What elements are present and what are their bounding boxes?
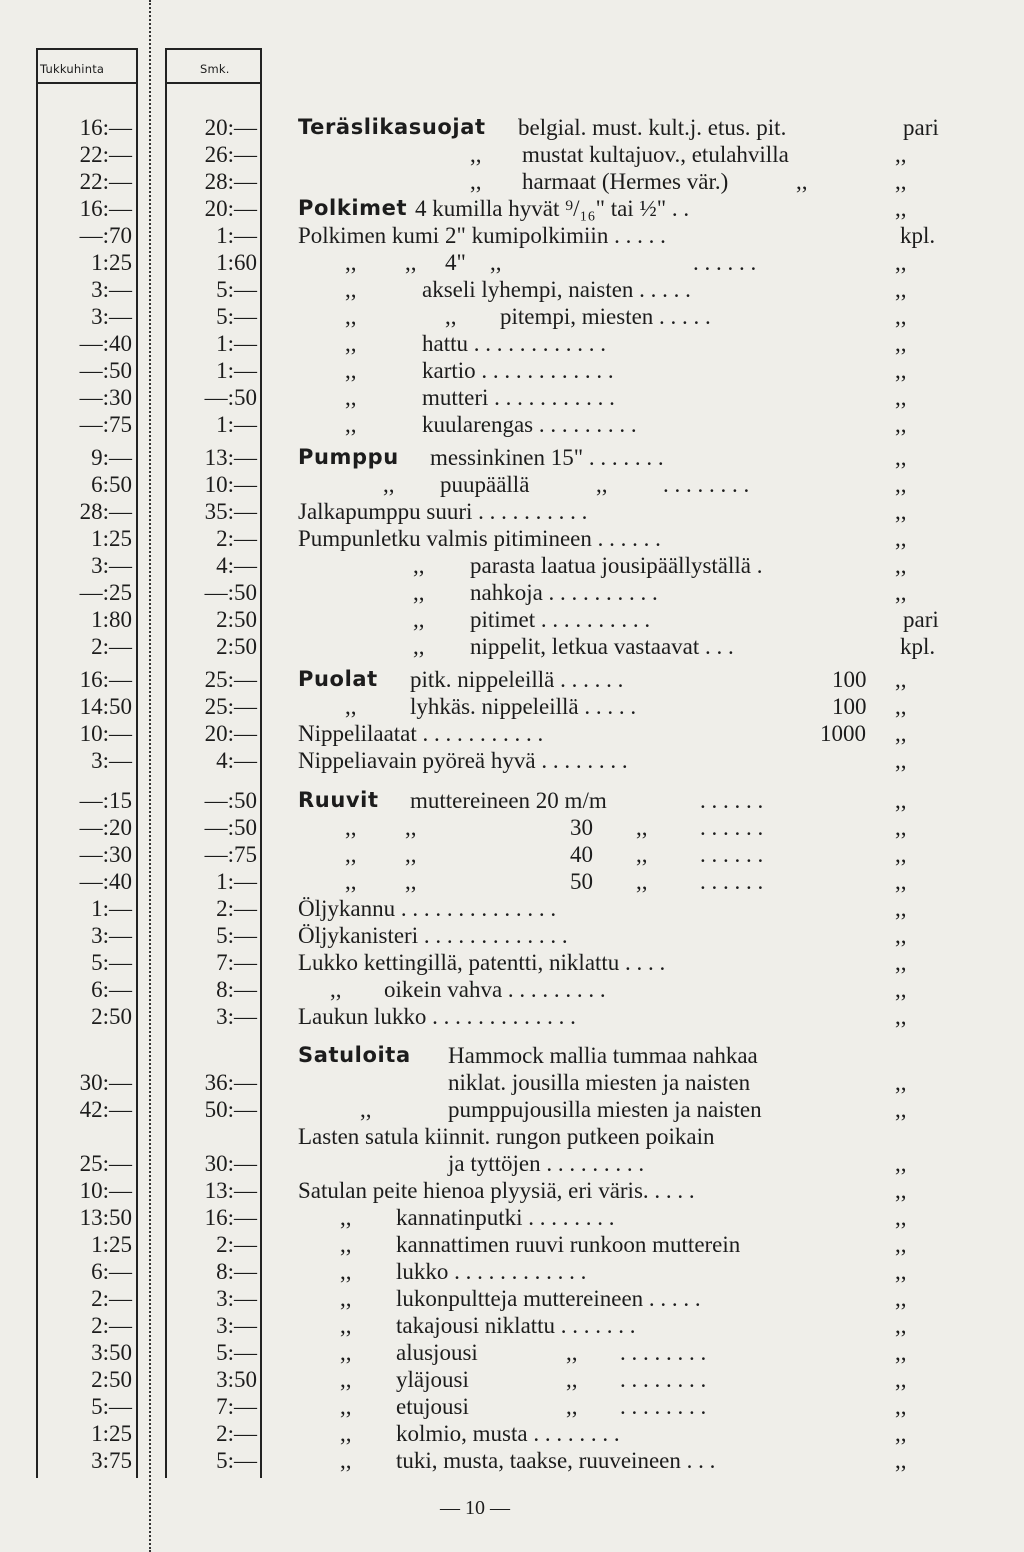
item-text: 30 — [570, 815, 593, 840]
item-text: ,, — [895, 445, 907, 470]
item-text: 4 kumilla hyvät ⁹/₁₆" tai ½" . . — [415, 196, 690, 221]
item-text: 40 — [570, 842, 593, 867]
wholesale-price: 6:— — [91, 977, 132, 1002]
wholesale-price: —:75 — [79, 412, 132, 437]
item-text: pitempi, miesten . . . . . — [500, 304, 711, 329]
item-text: lukko . . . . . . . . . . . . — [396, 1259, 587, 1284]
item-text: ,, — [895, 358, 907, 383]
item-text: ,, — [345, 331, 357, 356]
item-text: pitk. nippeleillä . . . . . . — [410, 667, 624, 692]
item-text: ,, — [405, 842, 417, 867]
wholesale-price: 10:— — [79, 721, 132, 746]
item-text: ,, — [895, 977, 907, 1002]
item-text: ,, — [566, 1340, 578, 1365]
item-text: etujousi — [396, 1394, 469, 1419]
retail-price: 3:— — [216, 1313, 257, 1338]
retail-price: 2:— — [216, 896, 257, 921]
item-text: mustat kultajuov., etulahvilla — [522, 142, 789, 167]
item-text: niklat. jousilla miesten ja naisten — [448, 1070, 751, 1095]
item-text: ,, — [345, 412, 357, 437]
wholesale-price: 5:— — [91, 1394, 132, 1419]
item-text: ,, — [636, 842, 648, 867]
item-text: ,, — [340, 1286, 352, 1311]
item-text: ,, — [895, 896, 907, 921]
item-text: Nippelilaatat . . . . . . . . . . . — [298, 721, 544, 746]
wholesale-price: 3:— — [91, 277, 132, 302]
wholesale-price: —:50 — [79, 358, 132, 383]
item-text: ,, — [895, 1097, 907, 1122]
wholesale-price: 1:— — [91, 896, 132, 921]
wholesale-price: 28:— — [79, 499, 132, 524]
item-text: ,, — [895, 842, 907, 867]
item-text: oikein vahva . . . . . . . . . — [384, 977, 606, 1002]
retail-price: 1:60 — [216, 250, 257, 275]
retail-price: 5:— — [216, 304, 257, 329]
retail-price: 2:50 — [216, 634, 257, 659]
wholesale-price: 1:25 — [91, 1232, 132, 1257]
retail-price: 13:— — [204, 445, 257, 470]
item-text: akseli lyhempi, naisten . . . . . — [422, 277, 691, 302]
item-text: ja tyttöjen . . . . . . . . . — [448, 1151, 645, 1176]
retail-price: 7:— — [216, 950, 257, 975]
retail-price: 4:— — [216, 553, 257, 578]
retail-price: 1:— — [216, 331, 257, 356]
item-text: kpl. — [900, 634, 936, 659]
wholesale-price: 3:— — [91, 553, 132, 578]
item-text: kartio . . . . . . . . . . . . — [422, 358, 614, 383]
item-text: ,, — [340, 1448, 352, 1473]
item-text: . . . . . . — [700, 815, 764, 840]
retail-price: 13:— — [204, 1178, 257, 1203]
wholesale-price: —:40 — [79, 869, 132, 894]
retail-column-top-border — [165, 48, 262, 50]
item-text: Pumpunletku valmis pitimineen . . . . . . — [298, 526, 661, 551]
retail-price: —:50 — [204, 580, 257, 605]
item-text: . . . . . . — [700, 869, 764, 894]
item-text: pari — [903, 115, 939, 140]
item-text: pumppujousilla miesten ja naisten — [448, 1097, 762, 1122]
item-text: 100 — [832, 694, 867, 719]
item-text: ,, — [895, 1421, 907, 1446]
item-text: ,, — [895, 250, 907, 275]
item-text: ,, — [345, 250, 357, 275]
item-text: yläjousi — [396, 1367, 469, 1392]
item-text: ,, — [405, 250, 417, 275]
item-text: ,, — [895, 472, 907, 497]
item-text: Nippeliavain pyöreä hyvä . . . . . . . . — [298, 748, 628, 773]
item-text: ,, — [895, 580, 907, 605]
item-text: Öljykanisteri . . . . . . . . . . . . . — [298, 923, 568, 948]
wholesale-price: 2:— — [91, 1313, 132, 1338]
item-text: ,, — [445, 304, 457, 329]
wholesale-price: 2:50 — [91, 1367, 132, 1392]
item-text: . . . . . . . . — [663, 472, 750, 497]
item-text: ,, — [470, 169, 482, 194]
retail-price: 36:— — [204, 1070, 257, 1095]
wholesale-price: 13:50 — [79, 1205, 132, 1230]
item-text: ,, — [345, 815, 357, 840]
retail-price: 2:— — [216, 526, 257, 551]
item-text: ,, — [796, 169, 808, 194]
item-text: ,, — [345, 277, 357, 302]
item-text: ,, — [895, 869, 907, 894]
wholesale-price: 6:50 — [91, 472, 132, 497]
item-text: 1000 — [820, 721, 866, 746]
item-text: ,, — [345, 869, 357, 894]
item-text: ,, — [895, 1070, 907, 1095]
item-text: ,, — [895, 788, 907, 813]
fold-dotted-line — [149, 0, 151, 1552]
retail-price: 10:— — [204, 472, 257, 497]
retail-price: 1:— — [216, 869, 257, 894]
item-text: ,, — [330, 977, 342, 1002]
wholesale-price: 2:— — [91, 634, 132, 659]
retail-price: 5:— — [216, 1340, 257, 1365]
item-text: ,, — [566, 1394, 578, 1419]
retail-price: 3:50 — [216, 1367, 257, 1392]
item-text: ,, — [895, 526, 907, 551]
retail-price: 50:— — [204, 1097, 257, 1122]
item-text: ,, — [470, 142, 482, 167]
item-text: ,, — [895, 553, 907, 578]
retail-price: 8:— — [216, 977, 257, 1002]
item-text: mutteri . . . . . . . . . . . — [422, 385, 615, 410]
item-text: ,, — [405, 815, 417, 840]
retail-price: 3:— — [216, 1004, 257, 1029]
item-text: ,, — [895, 499, 907, 524]
wholesale-column-right-border — [136, 48, 138, 1478]
wholesale-price: 25:— — [79, 1151, 132, 1176]
item-text: ,, — [340, 1367, 352, 1392]
item-text: ,, — [340, 1394, 352, 1419]
item-text: ,, — [340, 1340, 352, 1365]
item-text: ,, — [895, 142, 907, 167]
wholesale-price: —:70 — [79, 223, 132, 248]
retail-price: 25:— — [204, 694, 257, 719]
retail-price: 20:— — [204, 721, 257, 746]
item-text: ,, — [895, 1232, 907, 1257]
item-text: parasta laatua jousipäällyställä . — [470, 553, 763, 578]
wholesale-price: —:20 — [79, 815, 132, 840]
retail-price: 5:— — [216, 1448, 257, 1473]
item-text: ,, — [895, 1286, 907, 1311]
item-text: lyhkäs. nippeleillä . . . . . — [410, 694, 637, 719]
item-text: kannatinputki . . . . . . . . — [396, 1205, 615, 1230]
retail-price: 16:— — [204, 1205, 257, 1230]
retail-price: 2:— — [216, 1232, 257, 1257]
item-text: alusjousi — [396, 1340, 478, 1365]
item-text: 4" — [445, 250, 466, 275]
retail-price: 2:— — [216, 1421, 257, 1446]
retail-price: 3:— — [216, 1286, 257, 1311]
item-text: ,, — [383, 472, 395, 497]
item-text: ,, — [895, 1340, 907, 1365]
wholesale-price: 16:— — [79, 196, 132, 221]
wholesale-price: 9:— — [91, 445, 132, 470]
retail-price: 5:— — [216, 923, 257, 948]
retail-price: 7:— — [216, 1394, 257, 1419]
item-text: Lasten satula kiinnit. rungon putkeen poikain — [298, 1124, 715, 1149]
item-text: . . . . . . — [700, 842, 764, 867]
section-heading: Polkimet — [298, 196, 408, 220]
item-text: kolmio, musta . . . . . . . . — [396, 1421, 620, 1446]
retail-price: 5:— — [216, 277, 257, 302]
section-heading: Pumppu — [298, 445, 399, 469]
item-text: ,, — [895, 1367, 907, 1392]
item-text: 100 — [832, 667, 867, 692]
item-text: belgial. must. kult.j. etus. pit. — [518, 115, 787, 140]
retail-price: 1:— — [216, 412, 257, 437]
item-text: ,, — [895, 694, 907, 719]
item-text: ,, — [413, 580, 425, 605]
item-text: ,, — [895, 1004, 907, 1029]
wholesale-price: —:40 — [79, 331, 132, 356]
wholesale-price: 1:25 — [91, 1421, 132, 1446]
item-text: tuki, musta, taakse, ruuveineen . . . — [396, 1448, 716, 1473]
wholesale-price: 30:— — [79, 1070, 132, 1095]
wholesale-price: 1:80 — [91, 607, 132, 632]
wholesale-price: 10:— — [79, 1178, 132, 1203]
item-text: ,, — [895, 721, 907, 746]
wholesale-price: 14:50 — [79, 694, 132, 719]
item-text: ,, — [636, 869, 648, 894]
wholesale-price: 5:— — [91, 950, 132, 975]
item-text: ,, — [413, 553, 425, 578]
item-text: 50 — [570, 869, 593, 894]
wholesale-price: —:15 — [79, 788, 132, 813]
item-text: ,, — [636, 815, 648, 840]
item-text: ,, — [345, 304, 357, 329]
item-text: ,, — [360, 1097, 372, 1122]
wholesale-price: 6:— — [91, 1259, 132, 1284]
retail-price: 20:— — [204, 196, 257, 221]
item-text: ,, — [895, 923, 907, 948]
item-text: pari — [903, 607, 939, 632]
item-text: ,, — [895, 667, 907, 692]
wholesale-price: —:30 — [79, 385, 132, 410]
section-heading: Puolat — [298, 667, 378, 691]
item-text: ,, — [340, 1259, 352, 1284]
item-text: ,, — [895, 748, 907, 773]
item-text: ,, — [895, 331, 907, 356]
retail-price: —:50 — [204, 385, 257, 410]
item-text: messinkinen 15" . . . . . . . — [430, 445, 664, 470]
retail-price: 20:— — [204, 115, 257, 140]
item-text: nippelit, letkua vastaavat . . . — [470, 634, 734, 659]
item-text: ,, — [345, 358, 357, 383]
item-text: ,, — [405, 869, 417, 894]
item-text: muttereineen 20 m/m — [410, 788, 607, 813]
wholesale-price: 3:— — [91, 923, 132, 948]
item-text: . . . . . . . . — [620, 1394, 707, 1419]
retail-price: 1:— — [216, 358, 257, 383]
page-number: — 10 — — [440, 1497, 510, 1519]
retail-price: —:50 — [204, 788, 257, 813]
retail-price: —:75 — [204, 842, 257, 867]
wholesale-price: 3:— — [91, 748, 132, 773]
item-text: ,, — [895, 815, 907, 840]
item-text: ,, — [895, 1259, 907, 1284]
wholesale-price: 1:25 — [91, 250, 132, 275]
wholesale-price: 3:— — [91, 304, 132, 329]
retail-price: 35:— — [204, 499, 257, 524]
item-text: . . . . . . . . — [620, 1367, 707, 1392]
retail-price: —:50 — [204, 815, 257, 840]
item-text: ,, — [490, 250, 502, 275]
item-text: Jalkapumppu suuri . . . . . . . . . . — [298, 499, 588, 524]
retail-price: 25:— — [204, 667, 257, 692]
item-text: ,, — [413, 634, 425, 659]
item-text: Lukko kettingillä, patentti, niklattu . . . . — [298, 950, 666, 975]
item-text: kpl. — [900, 223, 936, 248]
item-text: pitimet . . . . . . . . . . — [470, 607, 651, 632]
wholesale-price: —:25 — [79, 580, 132, 605]
retail-price: 26:— — [204, 142, 257, 167]
item-text: . . . . . . — [700, 788, 764, 813]
item-text: ,, — [895, 1394, 907, 1419]
item-text: ,, — [340, 1421, 352, 1446]
item-text: ,, — [340, 1232, 352, 1257]
item-text: hattu . . . . . . . . . . . . — [422, 331, 606, 356]
item-text: kuularengas . . . . . . . . . — [422, 412, 637, 437]
item-text: ,, — [895, 412, 907, 437]
item-text: ,, — [895, 1151, 907, 1176]
item-text: kannattimen ruuvi runkoon mutterein — [396, 1232, 741, 1257]
item-text: ,, — [340, 1205, 352, 1230]
item-text: ,, — [596, 472, 608, 497]
item-text: Öljykannu . . . . . . . . . . . . . . — [298, 896, 557, 921]
retail-column-left-border — [165, 48, 167, 1478]
wholesale-price: 22:— — [79, 169, 132, 194]
section-heading: Teräslikasuojat — [298, 115, 486, 139]
wholesale-header-rule — [36, 82, 137, 84]
retail-header: Smk. — [200, 62, 230, 76]
section-heading: Satuloita — [298, 1043, 411, 1067]
wholesale-column-top-border — [36, 48, 137, 50]
wholesale-price: 22:— — [79, 142, 132, 167]
item-text: ,, — [345, 842, 357, 867]
retail-price: 28:— — [204, 169, 257, 194]
item-text: lukonpultteja muttereineen . . . . . — [396, 1286, 701, 1311]
item-text: Satulan peite hienoa plyysiä, eri väris. . . . . — [298, 1178, 695, 1203]
retail-price: 30:— — [204, 1151, 257, 1176]
item-text: ,, — [895, 385, 907, 410]
item-text: ,, — [895, 950, 907, 975]
item-text: . . . . . . . . — [620, 1340, 707, 1365]
item-text: puupäällä — [440, 472, 530, 497]
item-text: ,, — [895, 1313, 907, 1338]
item-text: nahkoja . . . . . . . . . . — [470, 580, 658, 605]
wholesale-price: 3:75 — [91, 1448, 132, 1473]
item-text: ,, — [895, 196, 907, 221]
wholesale-header: Tukkuhinta — [40, 62, 105, 76]
wholesale-price: 42:— — [79, 1097, 132, 1122]
item-text: ,, — [895, 1205, 907, 1230]
item-text: Laukun lukko . . . . . . . . . . . . . — [298, 1004, 576, 1029]
wholesale-price: 2:50 — [91, 1004, 132, 1029]
item-text: ,, — [895, 169, 907, 194]
item-text: ,, — [895, 277, 907, 302]
item-text: ,, — [895, 1448, 907, 1473]
wholesale-price: 3:50 — [91, 1340, 132, 1365]
retail-price: 1:— — [216, 223, 257, 248]
wholesale-price: 16:— — [79, 115, 132, 140]
item-text: ,, — [340, 1313, 352, 1338]
item-text: ,, — [895, 1178, 907, 1203]
retail-price: 2:50 — [216, 607, 257, 632]
wholesale-price: —:30 — [79, 842, 132, 867]
retail-header-rule — [165, 82, 262, 84]
retail-price: 4:— — [216, 748, 257, 773]
section-heading: Ruuvit — [298, 788, 379, 812]
item-text: ,, — [566, 1367, 578, 1392]
item-text: takajousi niklattu . . . . . . . — [396, 1313, 636, 1338]
item-text: ,, — [345, 385, 357, 410]
retail-price: 8:— — [216, 1259, 257, 1284]
item-text: ,, — [413, 607, 425, 632]
retail-column-right-border — [260, 48, 262, 1478]
wholesale-price: 1:25 — [91, 526, 132, 551]
item-text: . . . . . . — [693, 250, 757, 275]
item-text: ,, — [895, 304, 907, 329]
wholesale-price: 16:— — [79, 667, 132, 692]
item-text: Polkimen kumi 2" kumipolkimiin . . . . . — [298, 223, 666, 248]
wholesale-price: 2:— — [91, 1286, 132, 1311]
item-text: ,, — [345, 694, 357, 719]
item-text: harmaat (Hermes vär.) — [522, 169, 729, 194]
item-text: Hammock mallia tummaa nahkaa — [448, 1043, 758, 1068]
